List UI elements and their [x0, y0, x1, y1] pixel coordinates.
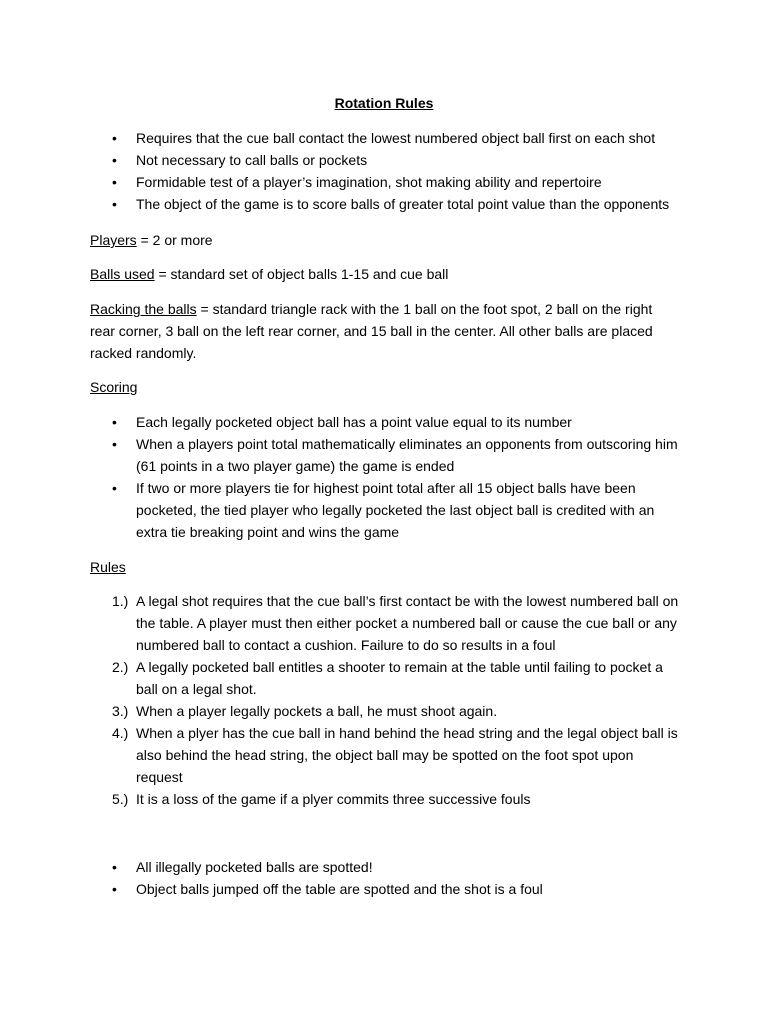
intro-list	[90, 127, 680, 215]
list-item-text: When a plyer has the cue ball in hand behind the head string and the legal object ball is also behind the head string, the object ball may be spotted on the foot spot upon request	[136, 725, 678, 785]
list-item	[90, 590, 680, 656]
racking-paragraph	[90, 298, 675, 364]
rules-list-block	[90, 590, 680, 810]
rules-list	[90, 590, 680, 810]
list-item	[90, 788, 680, 810]
players-value: = 2 or more	[136, 232, 213, 248]
list-item	[90, 656, 680, 700]
rules-heading	[90, 556, 680, 578]
list-item: • Formidable test of a player’s imagination, shot making ability and repertoire	[90, 171, 680, 193]
list-item: • When a players point total mathematically eliminates an opponents from outscoring him (61 points in a two player game) the game is ended	[90, 433, 680, 477]
list-item	[90, 722, 680, 788]
balls-used-label: Balls used	[90, 266, 155, 282]
balls-used-value: = standard set of object balls 1-15 and cue ball	[154, 266, 449, 282]
page-title: Rotation Rules	[334, 95, 434, 111]
list-number: 3.)	[112, 703, 129, 719]
list-number: 5.)	[112, 791, 129, 807]
racking-value: = standard triangle rack with the 1 ball on the foot spot, 2 ball on the right rear corner, 3 ball on the left rear corner, and 15 ball in the center. All other balls are placed racked randomly.	[90, 301, 653, 361]
list-item: • Each legally pocketed object ball has a point value equal to its number	[90, 411, 680, 433]
players-paragraph	[90, 229, 680, 251]
intro-list-block	[90, 127, 680, 215]
list-item-text: A legally pocketed ball entitles a shooter to remain at the table until failing to pocket a ball on a legal shot.	[136, 659, 663, 697]
racking-label: Racking the balls	[90, 301, 197, 317]
final-list	[90, 856, 680, 900]
final-list-block	[90, 856, 680, 900]
list-item: • All illegally pocketed balls are spotted!	[90, 856, 680, 878]
list-item: • If two or more players tie for highest point total after all 15 object balls have been pocketed, the tied player who legally pocketed the last object ball is credited with an extra tie breaking point and wins the game	[90, 477, 680, 543]
scoring-heading-text: Scoring	[90, 379, 138, 395]
balls-used-paragraph	[90, 263, 680, 285]
list-number: 2.)	[112, 659, 129, 675]
list-number: 4.)	[112, 725, 129, 741]
list-item	[90, 700, 680, 722]
list-item: • Object balls jumped off the table are spotted and the shot is a foul	[90, 878, 680, 900]
list-item-text: When a player legally pockets a ball, he must shoot again.	[136, 703, 498, 719]
list-item-text: It is a loss of the game if a plyer commits three successive fouls	[136, 791, 531, 807]
players-label: Players	[90, 232, 137, 248]
list-item: • Not necessary to call balls or pockets	[90, 149, 680, 171]
list-item-text: A legal shot requires that the cue ball’s first contact be with the lowest numbered ball on the table. A player must then either pocket a numbered ball or cause the cue ball or any numbered ball to contact a cushion. Failure to do so results in a foul	[136, 593, 679, 653]
scoring-list	[90, 411, 680, 543]
scoring-heading	[90, 376, 680, 398]
list-item: • The object of the game is to score balls of greater total point value than the opponents	[90, 193, 680, 215]
list-item: • Requires that the cue ball contact the lowest numbered object ball first on each shot	[90, 127, 680, 149]
list-number: 1.)	[112, 593, 129, 609]
scoring-list-block	[90, 411, 680, 543]
rules-heading-text: Rules	[90, 559, 126, 575]
